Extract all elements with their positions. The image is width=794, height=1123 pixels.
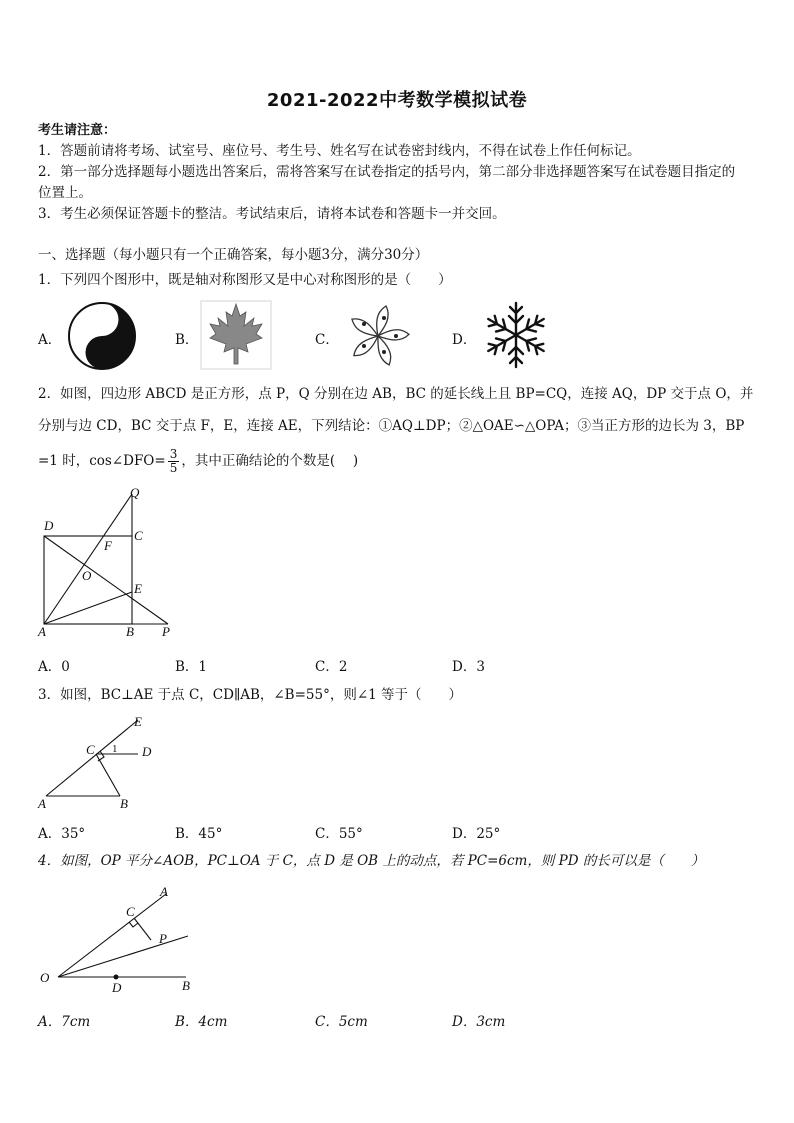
q2-label-o: O bbox=[82, 568, 92, 583]
q4-label-b: B bbox=[182, 978, 190, 993]
q2-label-a: A bbox=[38, 624, 46, 639]
section-heading: 一、选择题（每小题只有一个正确答案，每小题3分，满分30分） bbox=[38, 247, 429, 263]
q3-option-a: A．35° bbox=[38, 826, 86, 842]
q2-fraction-numerator: 3 bbox=[169, 447, 178, 461]
q4-label-a: A bbox=[160, 884, 168, 899]
q2-stem-line3-pre: =1 时，cos∠DFO= bbox=[38, 453, 166, 469]
q4-option-c: C．5cm bbox=[315, 1014, 368, 1030]
snowflake-icon bbox=[480, 298, 552, 376]
q2-label-f: F bbox=[104, 538, 112, 553]
q1-option-c-label: C． bbox=[315, 332, 339, 348]
q2-option-d: D．3 bbox=[452, 659, 485, 675]
q3-option-d: D．25° bbox=[452, 826, 501, 842]
q4-label-c: C bbox=[126, 904, 135, 919]
q3-label-d: D bbox=[142, 744, 152, 759]
q2-option-c: C．2 bbox=[315, 659, 348, 675]
q2-option-b: B．1 bbox=[175, 659, 208, 675]
q4-label-p: P bbox=[159, 931, 167, 946]
q3-option-c: C．55° bbox=[315, 826, 363, 842]
yin-yang-icon bbox=[66, 300, 138, 376]
q2-fraction bbox=[168, 448, 180, 475]
q2-label-d: D bbox=[44, 518, 54, 533]
q1-option-b-label: B． bbox=[175, 332, 199, 348]
notice-item-3: 3．考生必须保证答题卡的整洁。考试结束后，请将本试卷和答题卡一并交回。 bbox=[38, 206, 506, 222]
q3-label-b: B bbox=[120, 796, 128, 811]
q4-stem: 4．如图，OP 平分∠AOB，PC⊥OA 于 C，点 D 是 OB 上的动点，若 PC=6cm，则 PD 的长可以是（ ） bbox=[38, 853, 705, 869]
q2-label-b: B bbox=[126, 624, 134, 639]
q4-option-a: A．7cm bbox=[38, 1014, 91, 1030]
q2-label-q: Q bbox=[130, 485, 140, 500]
q2-fraction-denominator: 5 bbox=[169, 461, 178, 475]
q1-stem: 1．下列四个图形中，既是轴对称图形又是中心对称图形的是（ ） bbox=[38, 272, 452, 288]
notice-item-1: 1．答题前请将考场、试室号、座位号、考生号、姓名写在试卷密封线内，不得在试卷上作任何标记。 bbox=[38, 143, 641, 159]
q2-stem-line3 bbox=[38, 444, 758, 478]
q3-option-b: B．45° bbox=[175, 826, 223, 842]
q2-stem-line3-post: ，其中正确结论的个数是( ) bbox=[181, 453, 359, 469]
q2-stem-line1: 2．如图，四边形 ABCD 是正方形，点 P，Q 分别在边 AB，BC 的延长线上且 BP=CQ，连接 AQ，DP 交于点 O，并 bbox=[38, 386, 754, 402]
q1-option-d-label: D． bbox=[452, 332, 477, 348]
q3-figure bbox=[34, 712, 174, 816]
q2-label-e: E bbox=[134, 581, 142, 596]
q3-label-e: E bbox=[134, 714, 142, 729]
q4-point-d bbox=[114, 975, 119, 980]
notice-item-2-cont: 位置上。 bbox=[38, 185, 92, 201]
q2-label-p: P bbox=[162, 624, 170, 639]
page-title: 2021-2022中考数学模拟试卷 bbox=[266, 90, 528, 111]
q4-option-d: D．3cm bbox=[452, 1014, 506, 1030]
q4-figure bbox=[34, 880, 204, 1004]
q1-option-a-label: A． bbox=[38, 332, 62, 348]
q2-figure bbox=[34, 484, 184, 648]
q3-label-a: A bbox=[38, 796, 46, 811]
q2-option-a: A．0 bbox=[38, 659, 70, 675]
q4-label-o: O bbox=[40, 970, 50, 985]
q2-stem-line2: 分别与边 CD，BC 交于点 F，E，连接 AE，下列结论：①AQ⊥DP；②△OAE∽△OPA；③当正方形的边长为 3，BP bbox=[38, 418, 745, 434]
notice-item-2: 2．第一部分选择题每小题选出答案后，需将答案写在试卷指定的括号内，第二部分非选择题答案写在试卷题目指定的 bbox=[38, 164, 736, 180]
maple-leaf-icon bbox=[200, 300, 272, 374]
q3-stem: 3．如图，BC⊥AE 于点 C，CD∥AB，∠B=55°，则∠1 等于（ ） bbox=[38, 687, 463, 703]
q4-label-d: D bbox=[112, 980, 122, 995]
q2-label-c: C bbox=[134, 528, 143, 543]
q3-label-c: C bbox=[86, 742, 95, 757]
bauhinia-flower-icon bbox=[340, 300, 416, 376]
notice-heading: 考生请注意： bbox=[38, 123, 117, 138]
q3-label-1: 1 bbox=[112, 743, 118, 755]
q4-option-b: B．4cm bbox=[175, 1014, 228, 1030]
